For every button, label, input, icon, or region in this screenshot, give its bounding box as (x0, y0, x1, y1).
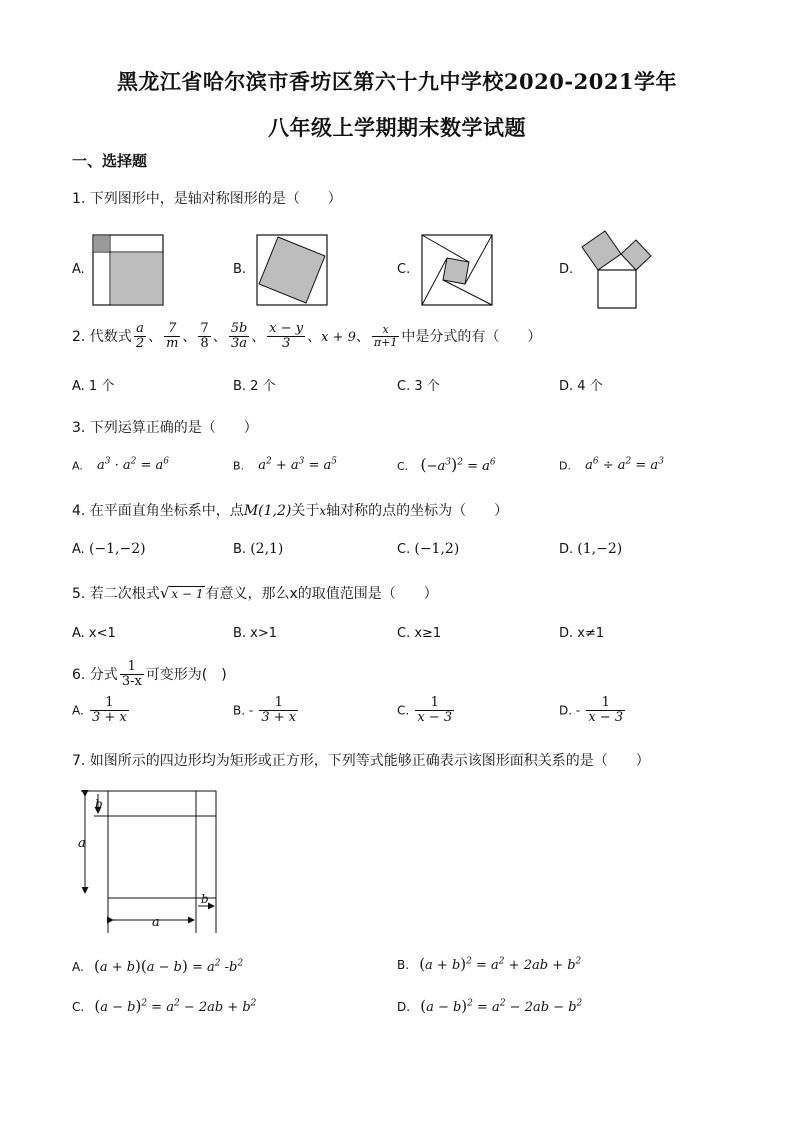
q6-frac: $\frac{1}{3-x}$ (121, 659, 142, 690)
q4-option-b: B. (2,1) (233, 541, 284, 557)
q3-stem: 3. 下列运算正确的是（ ） (72, 420, 258, 436)
q2-frac-5: $\frac{x - y}{3}$ (269, 321, 304, 352)
q3-option-a: A. $a^3 \cdot a^2 = a^6$ (72, 457, 170, 474)
q7-figure (76, 788, 222, 938)
page-title-line1: 黑龙江省哈尔滨市香坊区第六十九中学校2020-2021学年 (116, 69, 678, 94)
page-title-line2: 八年级上学期期末数学试题 (268, 115, 526, 140)
q1-option-c-label: C. (397, 262, 411, 277)
q4-option-a: A. (−1,−2) (72, 541, 146, 557)
q1-figure-b (256, 234, 328, 306)
q7-label-a-left: a (78, 836, 86, 851)
q7-label-b-bottom: b (201, 892, 209, 906)
q7-label-a-bottom: a (152, 915, 160, 930)
q7-option-a: A. $(a + b)(a - b) = a^2$ $-b^2$ (72, 957, 244, 975)
q6-option-c: C. $\frac{1}{x - 3}$ (397, 695, 453, 726)
q7-option-c: C. $(a - b)^2 = a^2 - 2ab + b^2$ (72, 997, 257, 1015)
q7-option-d: D. $(a - b)^2 = a^2 - 2ab - b^2$ (397, 997, 583, 1015)
q7-option-b: B. $(a + b)^2 = a^2 + 2ab + b^2$ (397, 955, 582, 973)
q5-option-b: B. x>1 (233, 626, 278, 641)
q1-figure-a (92, 234, 164, 306)
q3-option-c: C. $(-a^3)^2 = a^6$ (397, 455, 496, 474)
q6-option-b: B. - $\frac{1}{3 + x}$ (233, 695, 297, 726)
q2-frac-6: $\frac{x}{\pi+1}$ (373, 323, 398, 350)
q7-stem: 7. 如图所示的四边形均为矩形或正方形，下列等式能够正确表示该图形面积关系的是（ ） (72, 753, 650, 769)
q6-stem: 6. 分式 $\frac{1}{3-x}$ 可变形为( ) (72, 659, 227, 690)
q2-frac-1: $\frac{a}{2}$ (135, 321, 145, 352)
q3-option-d: D. $a^6 \div a^2 = a^3$ (559, 457, 664, 474)
q4-stem: 4. 在平面直角坐标系中，点M(1,2)关于x轴对称的点的坐标为（ ） (72, 503, 509, 519)
q1-figure-c (421, 234, 493, 306)
q1-option-d-label: D. (559, 262, 574, 277)
q5-option-a: A. x<1 (72, 626, 116, 641)
q2-frac-4: $\frac{5b}{3a}$ (230, 321, 248, 352)
q6-option-a: A. $\frac{1}{3 + x}$ (72, 695, 127, 726)
q4-option-d: D. (1,−2) (559, 541, 623, 557)
q1-stem: 1. 下列图形中，是轴对称图形的是（ ） (72, 191, 342, 207)
q2-expr-x9: x + 9 (321, 329, 356, 345)
q2-option-b: B. 2 个 (233, 379, 276, 394)
q1-figure-d (576, 226, 660, 312)
q5-radicand: x − 1 (171, 587, 204, 601)
q2-stem: 2. 代数式 $\frac{a}{2}$ 、 $\frac{7}{m}$ 、 $\frac{7}{8}$ 、 $\frac{5b}{3a}$ 、 $\frac{x - y}{3}$ 、x + 9、 $\frac{x}{\pi+1}$ 中是分式的有（ ） (72, 321, 542, 352)
q7-label-b-top: b (95, 797, 103, 811)
q1-option-a-label: A. (72, 262, 85, 277)
q2-frac-3: $\frac{7}{8}$ (200, 321, 209, 352)
q4-option-c: C. (−1,2) (397, 541, 460, 557)
q2-option-c: C. 3 个 (397, 379, 440, 394)
q3-option-b: B. $a^2 + a^3 = a^5$ (233, 457, 337, 474)
q5-stem: 5. 若二次根式√ x − 1 有意义，那么x的取值范围是（ ） (72, 584, 438, 602)
q2-option-d: D. 4 个 (559, 379, 603, 394)
q2-frac-2: $\frac{7}{m}$ (166, 321, 179, 352)
q5-option-c: C. x≥1 (397, 626, 442, 641)
q1-option-b-label: B. (233, 262, 247, 277)
section-title: 一、选择题 (72, 152, 148, 170)
q2-option-a: A. 1 个 (72, 379, 115, 394)
q5-option-d: D. x≠1 (559, 626, 605, 641)
q6-option-d: D. - $\frac{1}{x - 3}$ (559, 695, 624, 726)
